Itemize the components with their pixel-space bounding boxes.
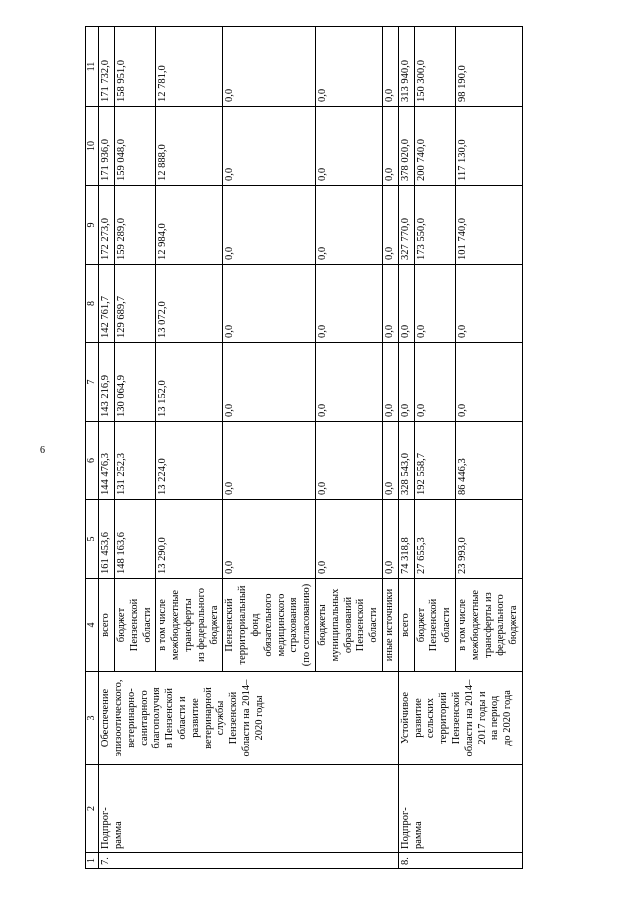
page-number: 6 xyxy=(40,445,45,456)
funding-source: бюджет Пензенской области xyxy=(114,579,155,672)
value-cell: 13 224,0 xyxy=(156,422,223,500)
value-cell: 0,0 xyxy=(223,186,316,265)
value-cell: 0,0 xyxy=(315,186,382,265)
value-cell: 12 888,0 xyxy=(156,107,223,186)
budget-table xyxy=(85,26,523,869)
value-cell: 0,0 xyxy=(223,422,316,500)
column-number-3: 3 xyxy=(86,672,99,765)
value-cell: 200 740,0 xyxy=(414,107,455,186)
value-cell: 131 252,3 xyxy=(114,422,155,500)
value-cell: 0,0 xyxy=(455,265,522,343)
program-number: 8. xyxy=(398,853,522,869)
funding-source: в том числе межбюджетные трансферты из федерального бюджета xyxy=(156,579,223,672)
value-cell: 0,0 xyxy=(414,265,455,343)
column-number-10: 10 xyxy=(86,107,99,186)
value-cell: 0,0 xyxy=(414,343,455,422)
program-name: Обеспечение эпизоотического, ветеринарно- санитарного благополучия в Пензенской области и развитие ветеринарной службы Пензенской области на 2014– 2020 годы xyxy=(99,672,399,765)
funding-source: бюджеты муниципальных образований Пензенской области xyxy=(315,579,382,672)
value-cell: 161 453,6 xyxy=(99,500,115,579)
value-cell: 0,0 xyxy=(382,27,398,107)
column-number-1: 1 xyxy=(86,853,99,869)
value-cell: 13 290,0 xyxy=(156,500,223,579)
value-cell: 148 163,6 xyxy=(114,500,155,579)
value-cell: 0,0 xyxy=(315,107,382,186)
column-number-2: 2 xyxy=(86,765,99,853)
value-cell: 0,0 xyxy=(455,343,522,422)
value-cell: 171 936,0 xyxy=(99,107,115,186)
program-name: Устойчивое развитие сельских территорий Пензенской области на 2014– 2017 годы и на период до 2020 года xyxy=(398,672,522,765)
value-cell: 0,0 xyxy=(382,265,398,343)
funding-source: всего xyxy=(398,579,414,672)
value-cell: 74 318,8 xyxy=(398,500,414,579)
value-cell: 328 543,0 xyxy=(398,422,414,500)
column-number-4: 4 xyxy=(86,579,99,672)
funding-source: Пензенский территориальный фонд обязательного медицинского страхования (по согласованию) xyxy=(223,579,316,672)
table-row xyxy=(99,27,115,869)
column-number-9: 9 xyxy=(86,186,99,265)
value-cell: 101 740,0 xyxy=(455,186,522,265)
rotated-table-container xyxy=(85,27,585,869)
program-type: Подпрог- рамма xyxy=(99,765,399,853)
value-cell: 313 940,0 xyxy=(398,27,414,107)
funding-source: в том числе межбюджетные трансферты из федерального бюджета xyxy=(455,579,522,672)
value-cell: 378 020,0 xyxy=(398,107,414,186)
value-cell: 0,0 xyxy=(398,265,414,343)
value-cell: 0,0 xyxy=(315,500,382,579)
value-cell: 172 273,0 xyxy=(99,186,115,265)
column-number-7: 7 xyxy=(86,343,99,422)
value-cell: 0,0 xyxy=(223,343,316,422)
value-cell: 12 781,0 xyxy=(156,27,223,107)
value-cell: 192 558,7 xyxy=(414,422,455,500)
value-cell: 129 689,7 xyxy=(114,265,155,343)
value-cell: 0,0 xyxy=(223,27,316,107)
value-cell: 0,0 xyxy=(223,265,316,343)
column-number-5: 5 xyxy=(86,500,99,579)
value-cell: 12 984,0 xyxy=(156,186,223,265)
column-number-6: 6 xyxy=(86,422,99,500)
value-cell: 0,0 xyxy=(223,500,316,579)
header-row xyxy=(86,27,99,869)
value-cell: 0,0 xyxy=(382,107,398,186)
value-cell: 86 446,3 xyxy=(455,422,522,500)
value-cell: 0,0 xyxy=(223,107,316,186)
value-cell: 0,0 xyxy=(315,27,382,107)
value-cell: 0,0 xyxy=(382,500,398,579)
value-cell: 0,0 xyxy=(315,343,382,422)
table-row xyxy=(398,27,414,869)
value-cell: 130 064,9 xyxy=(114,343,155,422)
funding-source: всего xyxy=(99,579,115,672)
column-number-11: 11 xyxy=(86,27,99,107)
value-cell: 327 770,0 xyxy=(398,186,414,265)
value-cell: 13 152,0 xyxy=(156,343,223,422)
value-cell: 0,0 xyxy=(398,343,414,422)
value-cell: 158 951,0 xyxy=(114,27,155,107)
funding-source: бюджет Пензенской области xyxy=(414,579,455,672)
value-cell: 173 550,0 xyxy=(414,186,455,265)
value-cell: 13 072,0 xyxy=(156,265,223,343)
program-number: 7. xyxy=(99,853,399,869)
value-cell: 159 048,0 xyxy=(114,107,155,186)
value-cell: 144 476,3 xyxy=(99,422,115,500)
value-cell: 171 732,0 xyxy=(99,27,115,107)
value-cell: 117 130,0 xyxy=(455,107,522,186)
value-cell: 150 300,0 xyxy=(414,27,455,107)
value-cell: 98 190,0 xyxy=(455,27,522,107)
value-cell: 0,0 xyxy=(382,422,398,500)
value-cell: 23 993,0 xyxy=(455,500,522,579)
value-cell: 27 655,3 xyxy=(414,500,455,579)
value-cell: 142 761,7 xyxy=(99,265,115,343)
value-cell: 159 289,0 xyxy=(114,186,155,265)
value-cell: 0,0 xyxy=(382,343,398,422)
column-number-8: 8 xyxy=(86,265,99,343)
funding-source: иные источники xyxy=(382,579,398,672)
value-cell: 0,0 xyxy=(382,186,398,265)
value-cell: 0,0 xyxy=(315,265,382,343)
value-cell: 143 216,9 xyxy=(99,343,115,422)
value-cell: 0,0 xyxy=(315,422,382,500)
program-type: Подпрог- рамма xyxy=(398,765,522,853)
